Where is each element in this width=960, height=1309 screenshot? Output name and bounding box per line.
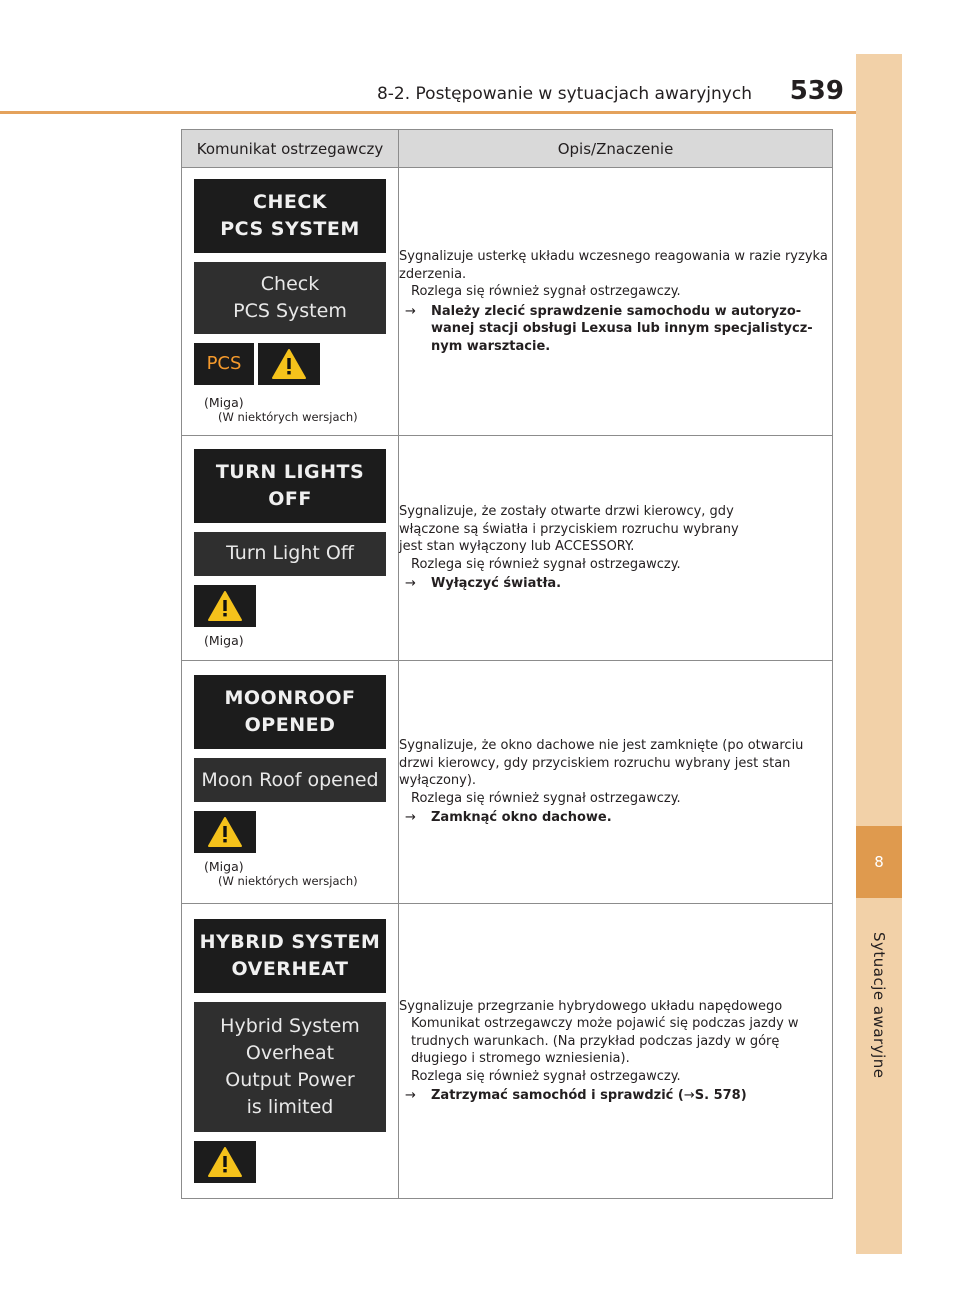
note-blinks: (Miga) — [204, 859, 244, 874]
note-blinks: (Miga) — [204, 394, 244, 410]
description-cell — [399, 168, 833, 436]
warning-messages-table — [181, 129, 833, 1199]
display-mixed — [194, 262, 386, 334]
section-title: 8-2. Postępowanie w sytuacjach awaryjnych — [376, 84, 752, 104]
action-text — [431, 1087, 747, 1105]
description-cell — [399, 661, 833, 904]
indicator-icons — [194, 811, 398, 853]
display-line: Turn Light Off — [226, 542, 354, 564]
description-cell — [399, 904, 833, 1199]
display-line: OVERHEAT — [231, 958, 349, 980]
action-text-main: Zatrzymać samochód i sprawdzić ( — [431, 1088, 684, 1103]
page-reference-link[interactable]: S. 578) — [694, 1088, 747, 1103]
display-line: HYBRID SYSTEM — [199, 931, 381, 953]
chapter-title: Sytuacje awaryjne — [870, 932, 888, 1079]
action-item — [399, 575, 832, 593]
display-line: Overheat — [245, 1042, 335, 1064]
header-rule — [0, 111, 856, 114]
table-row — [182, 904, 833, 1199]
display-line: CHECK — [253, 190, 327, 213]
action-text: Należy zlecić sprawdzenie samochodu w autoryzo-wanej stacji obsługi Lexusa lub innym specjalistycz-nym warsztacie. — [431, 303, 813, 354]
action-text: Wyłączyć światła. — [431, 576, 562, 592]
indicator-icons — [194, 1141, 398, 1183]
arrow-right-icon: → — [405, 1088, 416, 1103]
display-line: MOONROOF — [224, 687, 356, 709]
arrow-right-icon: → — [405, 303, 416, 319]
table-row — [182, 661, 833, 904]
description-text: Sygnalizuje, że zostały otwarte drzwi kierowcy, gdy włączone są światła i przyciskiem rozruchu wybrany jest stan wyłączony lub ACCESSORY. — [399, 504, 739, 555]
display-caps — [194, 179, 386, 253]
description-text: Sygnalizuje, że okno dachowe nie jest zamknięte (po otwarciu drzwi kierowcy, gdy przyciskiem rozruchu wybrany jest stan wyłączony). — [399, 738, 804, 789]
chapter-number: 8 — [856, 826, 902, 898]
table-row — [182, 436, 833, 661]
action-item — [399, 303, 832, 356]
indicator-icons — [194, 585, 398, 627]
description-text: Sygnalizuje usterkę układu wczesnego reagowania w razie ryzyka zderzenia. — [399, 249, 828, 282]
page-header — [0, 74, 856, 110]
display-line: Output Power — [225, 1069, 355, 1091]
note-some-versions: (W niektórych wersjach) — [218, 874, 358, 888]
description-text: Sygnalizuje przegrzanie hybrydowego układu napędowego — [399, 998, 783, 1014]
column-header-description: Opis/Znaczenie — [399, 130, 833, 168]
display-line: OPENED — [244, 714, 336, 736]
warning-triangle-icon — [194, 1141, 256, 1183]
buzzer-text: Rozlega się również sygnał ostrzegawczy. — [411, 284, 681, 299]
column-header-message: Komunikat ostrzegawczy — [182, 130, 399, 168]
arrow-right-icon: → — [405, 810, 416, 826]
display-line: TURN LIGHTS — [215, 460, 365, 483]
message-images-cell — [182, 904, 399, 1199]
display-line: Hybrid System — [220, 1015, 360, 1037]
display-line: Moon Roof opened — [201, 768, 379, 791]
display-caps — [194, 449, 386, 523]
buzzer-text: Rozlega się również sygnał ostrzegawczy. — [411, 1068, 681, 1084]
page-number: 539 — [789, 76, 844, 106]
display-line: OFF — [268, 487, 312, 510]
display-mixed — [194, 1002, 386, 1132]
display-caps — [194, 675, 386, 749]
message-images-cell — [182, 436, 399, 661]
table-row — [182, 168, 833, 436]
display-mixed — [194, 758, 386, 802]
display-caps — [194, 919, 386, 993]
display-line: PCS System — [233, 299, 347, 322]
description-cell — [399, 436, 833, 661]
arrow-right-icon: → — [683, 1088, 695, 1103]
action-item — [399, 809, 832, 827]
pcs-warning-light: PCS — [194, 343, 254, 385]
display-line: is limited — [246, 1096, 334, 1118]
display-line: Check — [260, 272, 320, 295]
warning-triangle-icon — [194, 585, 256, 627]
note-some-versions: (W niektórych wersjach) — [218, 409, 358, 424]
note-blinks: (Miga) — [204, 632, 244, 648]
arrow-right-icon: → — [405, 576, 416, 592]
display-line: PCS SYSTEM — [220, 217, 360, 240]
table-header-row — [182, 130, 833, 168]
action-text: Zamknąć okno dachowe. — [431, 810, 612, 826]
display-mixed — [194, 532, 386, 576]
buzzer-text: Rozlega się również sygnał ostrzegawczy. — [411, 790, 681, 806]
chapter-side-tab — [856, 54, 902, 1254]
buzzer-text: Rozlega się również sygnał ostrzegawczy. — [411, 556, 681, 572]
indicator-icons — [194, 343, 398, 385]
extra-text: Komunikat ostrzegawczy może pojawić się podczas jazdy w trudnych warunkach. (Na przykład podczas jazdy w górę długiego i stromego wzniesienia). — [411, 1016, 799, 1066]
warning-triangle-icon — [194, 811, 256, 853]
message-images-cell — [182, 168, 399, 436]
action-item — [399, 1087, 832, 1105]
warning-triangle-icon — [258, 343, 320, 385]
message-images-cell — [182, 661, 399, 904]
